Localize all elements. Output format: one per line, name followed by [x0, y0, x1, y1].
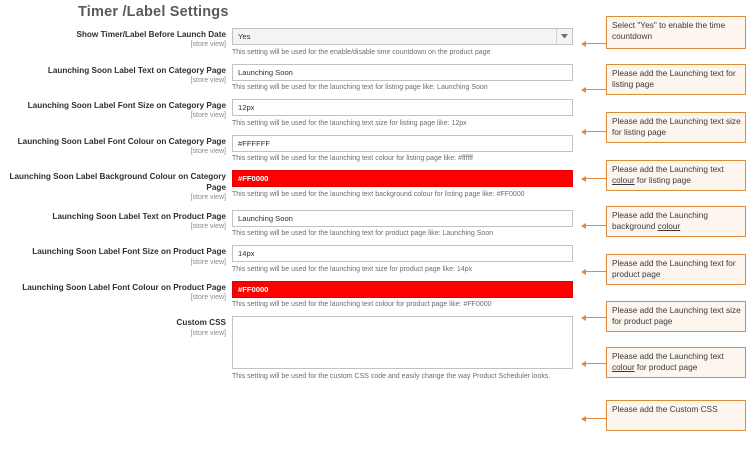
- custom-css-textarea[interactable]: [232, 316, 573, 369]
- product-font-size-input[interactable]: [232, 245, 573, 262]
- category-font-size-input[interactable]: [232, 99, 573, 116]
- field-label-category-font-colour: [0, 135, 232, 157]
- label-text: Launching Soon Label Font Size on Product Page: [32, 247, 226, 257]
- field-control-category-font-size: [232, 99, 577, 128]
- annotation-line2: text size for product page: [612, 305, 741, 326]
- page-title: Timer /Label Settings: [78, 4, 229, 20]
- annotation-category-bg-colour: [606, 206, 746, 237]
- annotation-product-font-size: [606, 301, 746, 332]
- annotation-line1: Please add the Launching: [612, 258, 708, 268]
- show-timer-select-wrap: [232, 28, 573, 45]
- annotation-show-timer: [606, 16, 746, 49]
- label-scope: [store view]: [190, 41, 226, 49]
- annotation-product-label-text: [606, 254, 746, 285]
- label-scope: [store view]: [190, 329, 226, 337]
- field-label-product-font-size: [0, 245, 232, 267]
- field-label-custom-css: [0, 316, 232, 338]
- label-scope: [store view]: [190, 76, 226, 84]
- product-label-text-input[interactable]: [232, 210, 573, 227]
- label-text: Launching Soon Label Font Colour on Product Page: [22, 282, 226, 292]
- field-control-product-font-colour: [232, 281, 577, 310]
- annotation-line2-underline: colour: [657, 220, 681, 231]
- annotation-category-label-text: [606, 64, 746, 95]
- label-text: Launching Soon Label Text on Product Page: [52, 211, 226, 221]
- annotation-line1: Select "Yes" to enable the: [612, 20, 708, 30]
- annotation-line2: text: [710, 351, 724, 361]
- annotation-arrow: [586, 363, 606, 364]
- annotation-line1: Please add the Launching: [612, 210, 708, 220]
- field-control-category-label-text: [232, 64, 577, 93]
- field-control-category-font-colour: [232, 135, 577, 164]
- annotation-product-font-colour: [606, 347, 746, 378]
- field-hint: This setting will be used for the enable/disable time countdown on the product page: [232, 48, 491, 56]
- field-label-product-label-text: [0, 210, 232, 232]
- field-hint: This setting will be used for the launching text size for listing page like: 12px: [232, 119, 467, 127]
- annotation-line1: Please add the Launching: [612, 68, 708, 78]
- label-text: Launching Soon Label Text on Category Page: [47, 65, 226, 75]
- label-text: Show Timer/Label Before Launch Date: [76, 30, 226, 39]
- show-timer-select[interactable]: [232, 28, 573, 45]
- field-control-product-label-text: [232, 210, 577, 239]
- field-label-product-font-colour: [0, 281, 232, 303]
- field-hint: This setting will be used for the launching text colour for product page like: #FF0000: [232, 301, 492, 309]
- label-scope: [store view]: [190, 258, 226, 266]
- annotation-arrow: [586, 418, 606, 419]
- annotation-category-font-size: [606, 112, 746, 143]
- annotation-custom-css: [606, 400, 746, 431]
- field-hint: This setting will be used for the launching text colour for listing page like: #ffffff: [232, 155, 473, 163]
- label-text: Custom CSS: [176, 318, 226, 328]
- annotation-line2-underline: colour: [612, 361, 635, 372]
- label-text: Launching Soon Label Background Colour on Category Page: [9, 172, 226, 192]
- annotation-line2: text: [710, 164, 724, 174]
- field-hint: This setting will be used for the launching text size for product page like: 14px: [232, 265, 473, 273]
- label-scope: [store view]: [190, 294, 226, 302]
- annotation-line1: Please add the Launching: [612, 351, 708, 361]
- field-hint: This setting will be used for the custom CSS code and easily change the way Product Scheduler looks.: [232, 372, 551, 380]
- annotation-arrow: [586, 43, 606, 44]
- annotation-arrow: [586, 178, 606, 179]
- annotation-category-font-colour: [606, 160, 746, 191]
- label-scope: [store view]: [190, 193, 226, 201]
- annotation-line2: text for listing page: [612, 68, 736, 89]
- category-font-colour-input[interactable]: [232, 135, 573, 152]
- label-scope: [store view]: [190, 222, 226, 230]
- product-font-colour-input[interactable]: [232, 281, 573, 298]
- label-text: Launching Soon Label Font Colour on Category Page: [17, 136, 226, 146]
- field-hint: This setting will be used for the launching text for listing page like: Launching Soon: [232, 84, 488, 92]
- annotation-line1: Please add the Launching: [612, 305, 708, 315]
- label-text: Launching Soon Label Font Size on Category Page: [27, 101, 226, 111]
- annotation-line2: time countdown: [612, 20, 726, 41]
- field-control-category-bg-colour: [232, 170, 577, 199]
- label-scope: [store view]: [190, 148, 226, 156]
- annotation-line1: Please add the Custom: [612, 404, 699, 414]
- field-hint: This setting will be used for the launching text for product page like: Launching Soon: [232, 230, 494, 238]
- category-label-text-input[interactable]: [232, 64, 573, 81]
- annotation-arrow: [586, 317, 606, 318]
- field-label-show-timer: [0, 28, 232, 50]
- annotation-line2: CSS: [700, 404, 718, 414]
- annotation-line2: background: [612, 220, 658, 231]
- annotation-arrow: [586, 225, 606, 226]
- field-hint: This setting will be used for the launching text background colour for listing page like: #FF0000: [232, 190, 525, 198]
- chevron-down-icon[interactable]: [556, 29, 572, 44]
- annotation-line2b: for product page: [634, 361, 698, 372]
- annotation-line2-underline: colour: [612, 174, 635, 185]
- label-scope: [store view]: [190, 112, 226, 120]
- field-control-show-timer: [232, 28, 577, 57]
- annotation-arrow: [586, 271, 606, 272]
- category-bg-colour-input[interactable]: [232, 170, 573, 187]
- field-label-category-label-text: [0, 64, 232, 86]
- annotation-line2: text for product page: [612, 258, 736, 279]
- annotation-line2b: for listing page: [634, 174, 691, 185]
- annotation-line1: Please add the Launching: [612, 116, 708, 126]
- annotation-arrow: [586, 89, 606, 90]
- field-label-category-bg-colour: [0, 170, 232, 202]
- field-label-category-font-size: [0, 99, 232, 121]
- field-control-product-font-size: [232, 245, 577, 274]
- annotation-line2: text size for listing page: [612, 116, 741, 137]
- annotation-arrow: [586, 131, 606, 132]
- field-control-custom-css: [232, 316, 577, 381]
- annotation-line1: Please add the Launching: [612, 164, 708, 174]
